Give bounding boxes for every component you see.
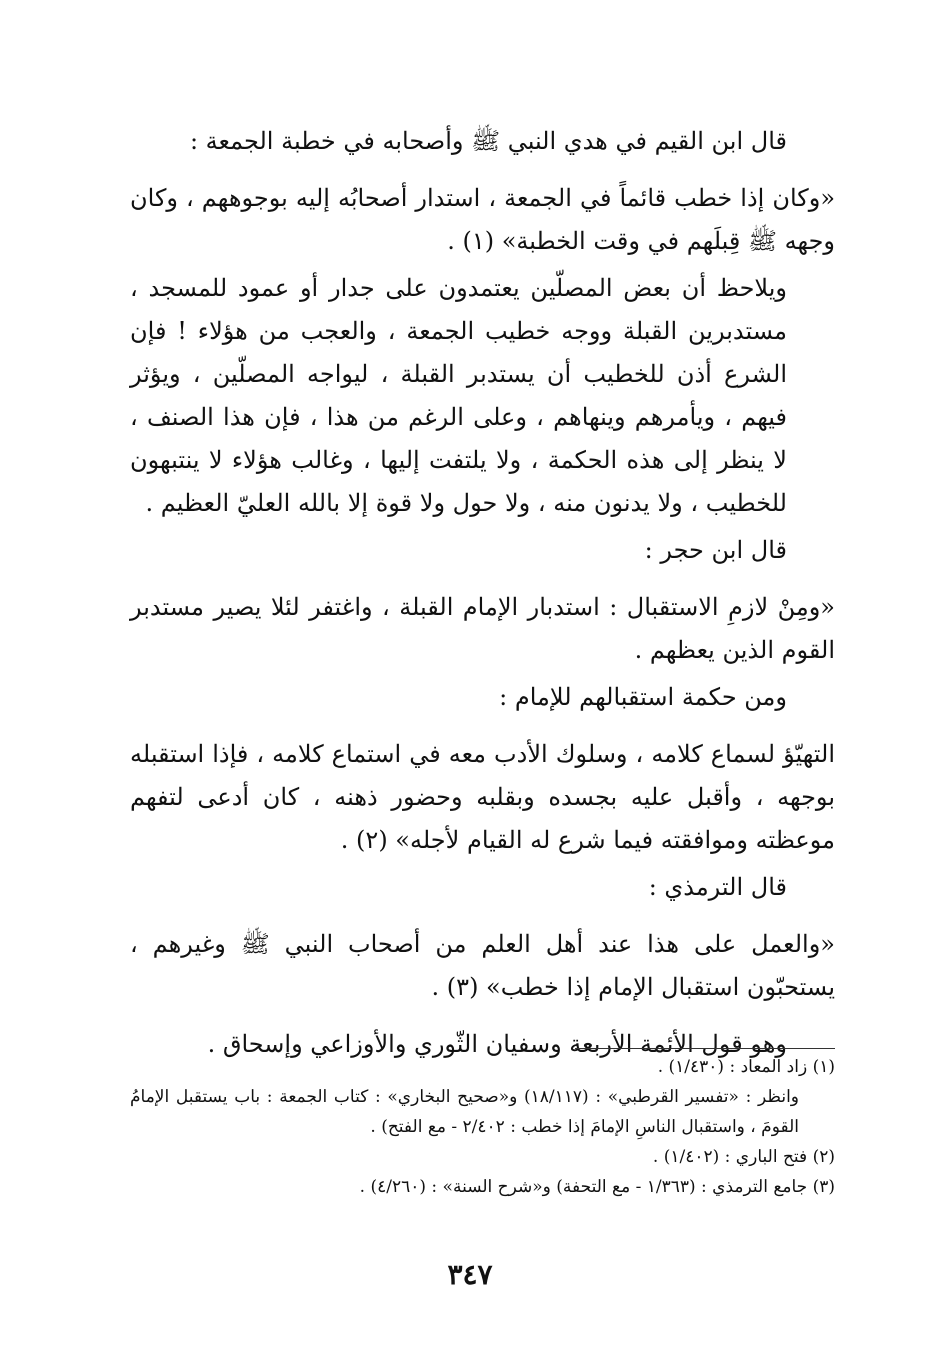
paragraph-intro-tirmidhi: قال الترمذي :	[648, 873, 787, 901]
footnote-1-continued: وانظر : «تفسير القرطبي» : (١٨/١١٧) و«صحيح البخاري» : كتاب الجمعة : باب يستقبل الإمامُ القومَ ، واستقبال الناسِ الإمامَ إذا خطب : ٢/٤٠٢ - مع الفتح) .	[130, 1087, 799, 1137]
page-number: ٣٤٧	[447, 1258, 493, 1291]
footnote-separator	[575, 1048, 835, 1049]
quote-tirmidhi: «والعمل على هذا عند أهل العلم من أصحاب النبي ﷺ وغيرهم ، يستحبّون استقبال الإمام إذا خطب» (٣) .	[130, 930, 835, 1001]
paragraph-observation: ويلاحظ أن بعض المصلّين يعتمدون على جدار أو عمود للمسجد ، مستدبرين القبلة ووجه خطيب الجمعة ، والعجب من هؤلاء ! فإن الشرع أذن للخطيب أن يستدبر القبلة ، ليواجه المصلّين ، ويؤثر فيهم ، ويأمرهم وينهاهم ، وعلى الرغم من هذا ، فإن هذا الصنف ، لا ينظر إلى هذه الحكمة ، ولا يلتفت إليها ، وغالب هؤلاء لا ينتبهون للخطيب ، ولا يدنون منه ، ولا حول ولا قوة إلا بالله العليّ العظيم .	[130, 274, 788, 517]
quote-wisdom: التهيّؤ لسماع كلامه ، وسلوك الأدب معه في استماع كلامه ، فإذا استقبله بوجهه ، وأقبل عليه بجسده وبقلبه وحضور ذهنه ، كان أدعى لتفهم موعظته وموافقته فيما شرع له القيام لأجله» (٢) .	[130, 740, 835, 854]
footnote-3: (٣) جامع الترمذي : (١/٣٦٣ - مع التحفة) و«شرح السنة» : (٤/٢٦٠) .	[359, 1177, 835, 1197]
paragraph-imams-opinion: وهو قول الأئمة الأربعة وسفيان الثّوري والأوزاعي وإسحاق .	[207, 1030, 787, 1058]
footnote-1: (١) زاد المعاد : (١/٤٣٠) .	[657, 1057, 835, 1077]
paragraph-wisdom-heading: ومن حكمة استقبالهم للإمام :	[499, 683, 787, 711]
footnote-2: (٢) فتح الباري : (١/٤٠٢) .	[652, 1147, 835, 1167]
quote-ibn-qayyim: «وكان إذا خطب قائماً في الجمعة ، استدار أصحابُه إليه بوجوههم ، وكان وجهه ﷺ قِبلَهم في وقت الخطبة» (١) .	[130, 184, 835, 255]
paragraph-intro-ibn-qayyim: قال ابن القيم في هدي النبي ﷺ وأصحابه في خطبة الجمعة :	[189, 127, 787, 155]
quote-ibn-hajar: «ومِنْ لازمِ الاستقبال : استدبار الإمام القبلة ، واغتفر لئلا يصير مستدبر القوم الذين يعظهم .	[130, 593, 835, 664]
paragraph-intro-ibn-hajar: قال ابن حجر :	[644, 536, 787, 564]
footnotes	[130, 1052, 835, 1202]
main-text	[130, 120, 835, 1066]
